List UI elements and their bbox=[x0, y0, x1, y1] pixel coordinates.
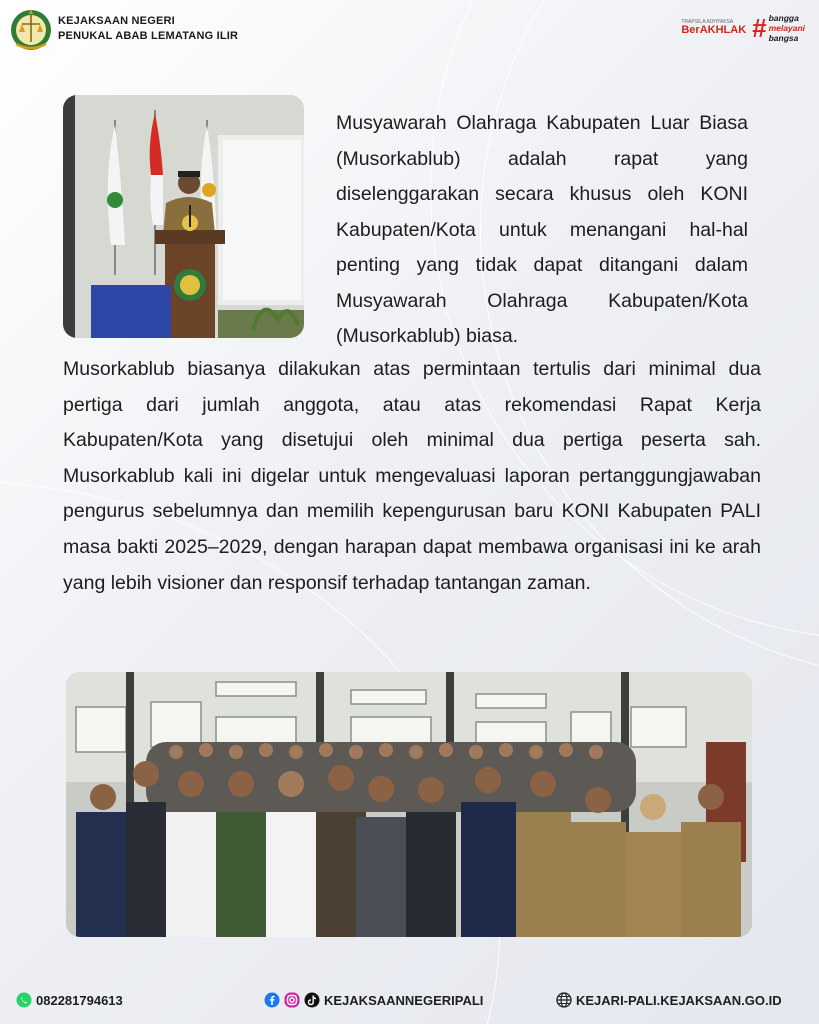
whatsapp-icon bbox=[16, 992, 32, 1008]
berakhlak-small-text: TRAPSILA ADHYAKSA bbox=[681, 19, 734, 25]
speaker-photo-illustration bbox=[63, 95, 304, 338]
phone-number[interactable]: 082281794613 bbox=[36, 992, 123, 1008]
kejaksaan-logo-icon bbox=[8, 6, 54, 52]
org-name-line1: KEJAKSAAN NEGERI bbox=[58, 15, 175, 27]
bangga-line3: bangsa bbox=[768, 33, 799, 43]
paragraph-main: Musorkablub biasanya dilakukan atas permintaan tertulis dari minimal dua pertiga dari jumlah anggota, atau atas rekomendasi Rapat Kerja Kabupaten/Kota yang disetujui oleh minimal dua pertiga peserta sah. Musorkablub kali ini digelar untuk mengevaluasi laporan pertanggungjawaban pengurus sebelumnya dan memilih kepengurusan baru KONI Kabupaten PALI masa bakti 2025–2029, dengan harapan dapat membawa organisasi ini ke arah yang lebih visioner dan responsif terhadap tantangan zaman. bbox=[63, 358, 761, 594]
social-handle[interactable]: KEJAKSAANNEGERIPALI bbox=[324, 992, 484, 1008]
berakhlak-logo bbox=[681, 20, 746, 36]
bangga-melayani-logo bbox=[752, 13, 805, 43]
group-photo-illustration bbox=[66, 672, 752, 937]
footer-phone bbox=[16, 992, 123, 1008]
org-name bbox=[58, 14, 238, 44]
photo-speaker-podium bbox=[63, 95, 304, 338]
bangga-line1: bangga bbox=[768, 13, 799, 23]
globe-icon bbox=[556, 992, 572, 1008]
footer-website bbox=[556, 992, 782, 1008]
website-link[interactable]: KEJARI-PALI.KEJAKSAAN.GO.ID bbox=[576, 992, 782, 1008]
bangga-line2: melayani bbox=[768, 23, 805, 33]
org-name-line2: PENUKAL ABAB LEMATANG ILIR bbox=[58, 30, 239, 42]
hash-icon: # bbox=[752, 13, 767, 43]
instagram-icon[interactable] bbox=[284, 992, 300, 1008]
berakhlak-title: BerAKHLAK bbox=[681, 24, 747, 36]
footer-social bbox=[264, 992, 483, 1008]
photo-group bbox=[66, 672, 752, 937]
brand-logos bbox=[681, 10, 805, 46]
facebook-icon[interactable] bbox=[264, 992, 280, 1008]
paragraph-intro: Musyawarah Olahraga Kabupaten Luar Biasa (Musorkablub) adalah rapat yang diselenggarakan secara khusus oleh KONI Kabupaten/Kota untuk menangani hal-hal penting yang tidak dapat ditangani dalam Musyawarah Olahraga Kabupaten/Kota (Musorkablub) biasa. bbox=[336, 112, 748, 347]
tiktok-icon[interactable] bbox=[304, 992, 320, 1008]
